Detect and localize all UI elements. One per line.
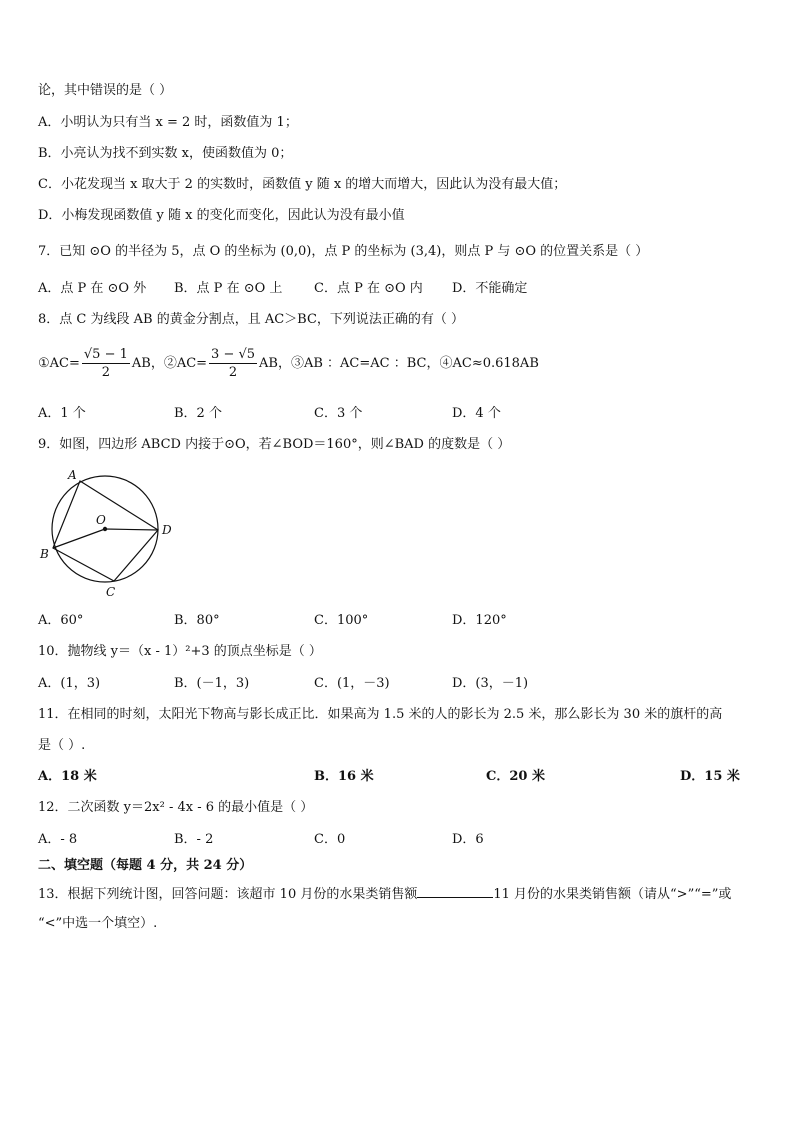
q10-option-c: C．(1，－3) (314, 676, 390, 691)
q6-option-c: C．小花发现当 x 取大于 2 的实数时，函数值 y 随 x 的增大而增大，因此认为没有最大值； (38, 177, 567, 192)
q9-option-d: D．120° (452, 613, 507, 628)
q8-option-d: D．4 个 (452, 406, 501, 421)
q9-option-a: A．60° (38, 613, 84, 628)
q8-fraction-2-numerator: 3 − √5 (211, 347, 256, 362)
q8-s1-prefix: ①AC= (38, 356, 80, 371)
q13-stem-line2: “<”中选一个填空）. (38, 916, 158, 931)
q10-option-d: D．(3，－1) (452, 676, 529, 691)
segment-od (105, 529, 158, 530)
exam-page (38, 0, 758, 1123)
label-o: O (96, 513, 106, 527)
segment-ob (53, 529, 105, 548)
q12-option-b: B．- 2 (174, 832, 214, 847)
q8-s2-suffix: AB，③AB ：AC=AC ：BC，④AC≈0.618AB (259, 356, 539, 371)
q12-option-d: D．6 (452, 832, 484, 847)
q6-option-a: A．小明认为只有当 x = 2 时，函数值为 1； (38, 115, 298, 130)
q7-option-b: B．点 P 在 ⊙O 上 (174, 281, 283, 296)
q9-circle-diagram (38, 464, 188, 604)
label-d: D (162, 523, 172, 537)
q8-option-a: A．1 个 (38, 406, 86, 421)
q8-fraction-1 (82, 346, 130, 381)
q13-suffix: 11 月份的水果类销售额（请从“>”“=”或 (493, 887, 732, 902)
center-point-o (103, 527, 107, 531)
q8-option-b: B．2 个 (174, 406, 222, 421)
q7-option-a: A．点 P 在 ⊙O 外 (38, 281, 147, 296)
q9-option-c: C．100° (314, 613, 369, 628)
q13-stem-line1 (38, 884, 731, 904)
label-a: A (68, 468, 77, 482)
q10-option-b: B．(－1，3) (174, 676, 250, 691)
q8-option-c: C．3 个 (314, 406, 363, 421)
q11-option-b: B．16 米 (314, 769, 374, 784)
q11-stem-line2: 是（ ）. (38, 738, 86, 753)
q11-option-c: C．20 米 (486, 769, 545, 784)
q7-option-d: D．不能确定 (452, 281, 528, 296)
q6-option-b: B．小亮认为找不到实数 x，使函数值为 0； (38, 146, 293, 161)
q6-stem: 论，其中错误的是（ ） (38, 83, 173, 98)
q13-answer-blank[interactable] (417, 884, 493, 898)
q7-option-c: C．点 P 在 ⊙O 内 (314, 281, 423, 296)
q8-stem: 8．点 C 为线段 AB 的黄金分割点，且 AC＞BC，下列说法正确的有（ ） (38, 312, 465, 327)
q6-option-d: D．小梅发现函数值 y 随 x 的变化而变化，因此认为没有最小值 (38, 208, 405, 223)
q8-statements (38, 346, 539, 381)
q12-option-a: A．- 8 (38, 832, 78, 847)
q11-option-d: D．15 米 (680, 769, 740, 784)
q11-stem-line1: 11．在相同的时刻，太阳光下物高与影长成正比．如果高为 1.5 米的人的影长为 2.5 米，那么影长为 30 米的旗杆的高 (38, 707, 723, 722)
q9-option-b: B．80° (174, 613, 220, 628)
q11-option-a: A．18 米 (38, 769, 97, 784)
q10-option-a: A．(1，3) (38, 676, 101, 691)
q13-prefix: 13．根据下列统计图，回答问题：该超市 10 月份的水果类销售额 (38, 887, 418, 902)
q8-fraction-1-numerator: √5 − 1 (83, 347, 128, 362)
section-title-fill-in: 二、填空题（每题 4 分，共 24 分） (38, 858, 253, 873)
q8-fraction-1-denominator: 2 (101, 365, 111, 380)
q12-option-c: C．0 (314, 832, 346, 847)
label-b: B (40, 547, 49, 561)
q8-fraction-2-denominator: 2 (228, 365, 238, 380)
q7-stem: 7．已知 ⊙O 的半径为 5，点 O 的坐标为 (0,0)，点 P 的坐标为 (3,4)，则点 P 与 ⊙O 的位置关系是（ ） (38, 244, 649, 259)
q8-fraction-2 (209, 346, 257, 381)
label-c: C (106, 585, 116, 599)
q9-stem: 9．如图，四边形 ABCD 内接于⊙O，若∠BOD＝160°，则∠BAD 的度数是（ ） (38, 437, 511, 452)
q12-stem: 12．二次函数 y＝2x² - 4x - 6 的最小值是（ ） (38, 800, 314, 815)
q8-s1-suffix: AB，②AC= (131, 356, 208, 371)
q10-stem: 10．抛物线 y＝（x - 1）²+3 的顶点坐标是（ ） (38, 644, 322, 659)
